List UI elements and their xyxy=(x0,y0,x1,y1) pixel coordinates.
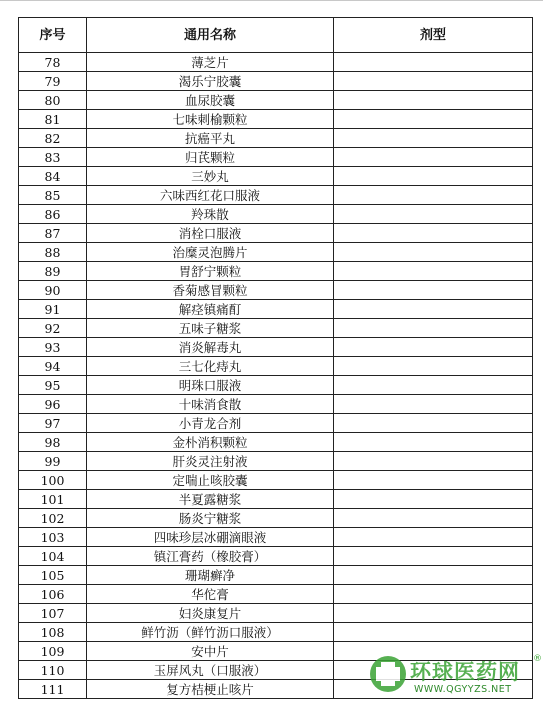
watermark-title: 环球医药网 xyxy=(410,660,520,684)
cell-generic-name: 四味珍层冰硼滴眼液 xyxy=(87,528,334,547)
cell-dosage-form xyxy=(334,110,533,129)
cell-dosage-form xyxy=(334,490,533,509)
cell-generic-name: 五味子糖浆 xyxy=(87,319,334,338)
cell-dosage-form xyxy=(334,661,533,680)
cell-serial-number: 92 xyxy=(19,319,87,338)
cell-dosage-form xyxy=(334,509,533,528)
cell-dosage-form xyxy=(334,357,533,376)
table-row xyxy=(19,490,533,509)
cell-dosage-form xyxy=(334,205,533,224)
cell-serial-number: 83 xyxy=(19,148,87,167)
cell-generic-name: 华佗膏 xyxy=(87,585,334,604)
cell-dosage-form xyxy=(334,414,533,433)
cell-generic-name: 安中片 xyxy=(87,642,334,661)
cell-serial-number: 102 xyxy=(19,509,87,528)
table-row xyxy=(19,623,533,642)
cell-serial-number: 105 xyxy=(19,566,87,585)
table-row xyxy=(19,167,533,186)
table-row xyxy=(19,129,533,148)
cell-generic-name: 珊瑚癣净 xyxy=(87,566,334,585)
cell-dosage-form xyxy=(334,281,533,300)
cell-generic-name: 镇江膏药（橡胶膏） xyxy=(87,547,334,566)
cell-generic-name: 妇炎康复片 xyxy=(87,604,334,623)
cell-serial-number: 93 xyxy=(19,338,87,357)
cell-serial-number: 108 xyxy=(19,623,87,642)
cell-dosage-form xyxy=(334,585,533,604)
cell-dosage-form xyxy=(334,186,533,205)
cell-generic-name: 归芪颗粒 xyxy=(87,148,334,167)
cell-serial-number: 107 xyxy=(19,604,87,623)
table-row xyxy=(19,110,533,129)
table-row xyxy=(19,414,533,433)
cell-generic-name: 渴乐宁胶囊 xyxy=(87,72,334,91)
cell-serial-number: 88 xyxy=(19,243,87,262)
cell-generic-name: 三七化痔丸 xyxy=(87,357,334,376)
cell-serial-number: 89 xyxy=(19,262,87,281)
cell-dosage-form xyxy=(334,471,533,490)
table-row xyxy=(19,72,533,91)
table-row xyxy=(19,262,533,281)
cell-dosage-form xyxy=(334,395,533,414)
cell-serial-number: 99 xyxy=(19,452,87,471)
cell-serial-number: 80 xyxy=(19,91,87,110)
cell-serial-number: 103 xyxy=(19,528,87,547)
cell-dosage-form xyxy=(334,243,533,262)
cell-generic-name: 羚珠散 xyxy=(87,205,334,224)
cell-serial-number: 85 xyxy=(19,186,87,205)
table-row xyxy=(19,91,533,110)
cell-dosage-form xyxy=(334,376,533,395)
cell-dosage-form xyxy=(334,72,533,91)
cell-dosage-form xyxy=(334,547,533,566)
table-row xyxy=(19,566,533,585)
cell-serial-number: 86 xyxy=(19,205,87,224)
table-row xyxy=(19,547,533,566)
cell-serial-number: 97 xyxy=(19,414,87,433)
table-row xyxy=(19,471,533,490)
cell-dosage-form xyxy=(334,224,533,243)
cell-serial-number: 79 xyxy=(19,72,87,91)
cell-serial-number: 91 xyxy=(19,300,87,319)
cell-generic-name: 抗癌平丸 xyxy=(87,129,334,148)
drug-list-table xyxy=(18,17,533,699)
cell-generic-name: 血尿胶囊 xyxy=(87,91,334,110)
header-serial-number: 序号 xyxy=(19,18,87,53)
cell-dosage-form xyxy=(334,91,533,110)
cell-generic-name: 七味刺榆颗粒 xyxy=(87,110,334,129)
cell-generic-name: 明珠口服液 xyxy=(87,376,334,395)
cell-generic-name: 消炎解毒丸 xyxy=(87,338,334,357)
cell-serial-number: 96 xyxy=(19,395,87,414)
cell-generic-name: 小青龙合剂 xyxy=(87,414,334,433)
cell-serial-number: 111 xyxy=(19,680,87,699)
cell-generic-name: 消栓口服液 xyxy=(87,224,334,243)
cell-generic-name: 复方桔梗止咳片 xyxy=(87,680,334,699)
cell-dosage-form xyxy=(334,338,533,357)
table-row xyxy=(19,205,533,224)
table-row xyxy=(19,604,533,623)
header-dosage-form: 剂型 xyxy=(334,18,533,53)
table-row xyxy=(19,376,533,395)
cell-serial-number: 109 xyxy=(19,642,87,661)
cell-serial-number: 84 xyxy=(19,167,87,186)
top-divider xyxy=(0,0,543,8)
header-generic-name: 通用名称 xyxy=(87,18,334,53)
table-row xyxy=(19,452,533,471)
cell-generic-name: 肝炎灵注射液 xyxy=(87,452,334,471)
cell-generic-name: 薄芝片 xyxy=(87,53,334,72)
cell-serial-number: 106 xyxy=(19,585,87,604)
cell-generic-name: 香菊感冒颗粒 xyxy=(87,281,334,300)
cell-serial-number: 90 xyxy=(19,281,87,300)
cell-dosage-form xyxy=(334,433,533,452)
cell-serial-number: 78 xyxy=(19,53,87,72)
cell-generic-name: 十味消食散 xyxy=(87,395,334,414)
table-row xyxy=(19,300,533,319)
cell-generic-name: 胃舒宁颗粒 xyxy=(87,262,334,281)
table-row xyxy=(19,224,533,243)
table-body xyxy=(19,53,533,699)
cell-dosage-form xyxy=(334,528,533,547)
table-row xyxy=(19,585,533,604)
cell-serial-number: 95 xyxy=(19,376,87,395)
cell-serial-number: 101 xyxy=(19,490,87,509)
table-row xyxy=(19,395,533,414)
cell-generic-name: 治糜灵泡腾片 xyxy=(87,243,334,262)
table-row xyxy=(19,148,533,167)
registered-mark: ® xyxy=(533,654,542,664)
cell-dosage-form xyxy=(334,642,533,661)
cell-serial-number: 94 xyxy=(19,357,87,376)
cell-generic-name: 半夏露糖浆 xyxy=(87,490,334,509)
cell-dosage-form xyxy=(334,167,533,186)
watermark-url: WWW.QGYYZS.NET xyxy=(414,684,512,695)
cell-generic-name: 三妙丸 xyxy=(87,167,334,186)
table-header-row xyxy=(19,18,533,53)
cell-serial-number: 81 xyxy=(19,110,87,129)
table-row xyxy=(19,338,533,357)
cell-serial-number: 98 xyxy=(19,433,87,452)
table-row xyxy=(19,186,533,205)
table-row xyxy=(19,319,533,338)
table-row xyxy=(19,243,533,262)
table-row xyxy=(19,509,533,528)
table-row xyxy=(19,357,533,376)
table-row xyxy=(19,680,533,699)
cell-generic-name: 玉屏风丸（口服液） xyxy=(87,661,334,680)
cell-dosage-form xyxy=(334,129,533,148)
cell-serial-number: 82 xyxy=(19,129,87,148)
cell-serial-number: 104 xyxy=(19,547,87,566)
cell-dosage-form xyxy=(334,300,533,319)
cell-serial-number: 100 xyxy=(19,471,87,490)
cell-generic-name: 金朴消积颗粒 xyxy=(87,433,334,452)
cell-dosage-form xyxy=(334,319,533,338)
cell-dosage-form xyxy=(334,623,533,642)
cell-dosage-form xyxy=(334,680,533,699)
table-row xyxy=(19,433,533,452)
table-row xyxy=(19,642,533,661)
cell-serial-number: 110 xyxy=(19,661,87,680)
table-row xyxy=(19,528,533,547)
cell-dosage-form xyxy=(334,452,533,471)
table-row xyxy=(19,281,533,300)
table-row xyxy=(19,661,533,680)
cell-generic-name: 肠炎宁糖浆 xyxy=(87,509,334,528)
cell-dosage-form xyxy=(334,148,533,167)
cell-generic-name: 定喘止咳胶囊 xyxy=(87,471,334,490)
cell-dosage-form xyxy=(334,566,533,585)
cell-dosage-form xyxy=(334,604,533,623)
cell-serial-number: 87 xyxy=(19,224,87,243)
cell-generic-name: 鲜竹沥（鲜竹沥口服液） xyxy=(87,623,334,642)
table-row xyxy=(19,53,533,72)
cell-generic-name: 六味西红花口服液 xyxy=(87,186,334,205)
cell-dosage-form xyxy=(334,262,533,281)
cell-generic-name: 解痉镇痛酊 xyxy=(87,300,334,319)
cell-dosage-form xyxy=(334,53,533,72)
